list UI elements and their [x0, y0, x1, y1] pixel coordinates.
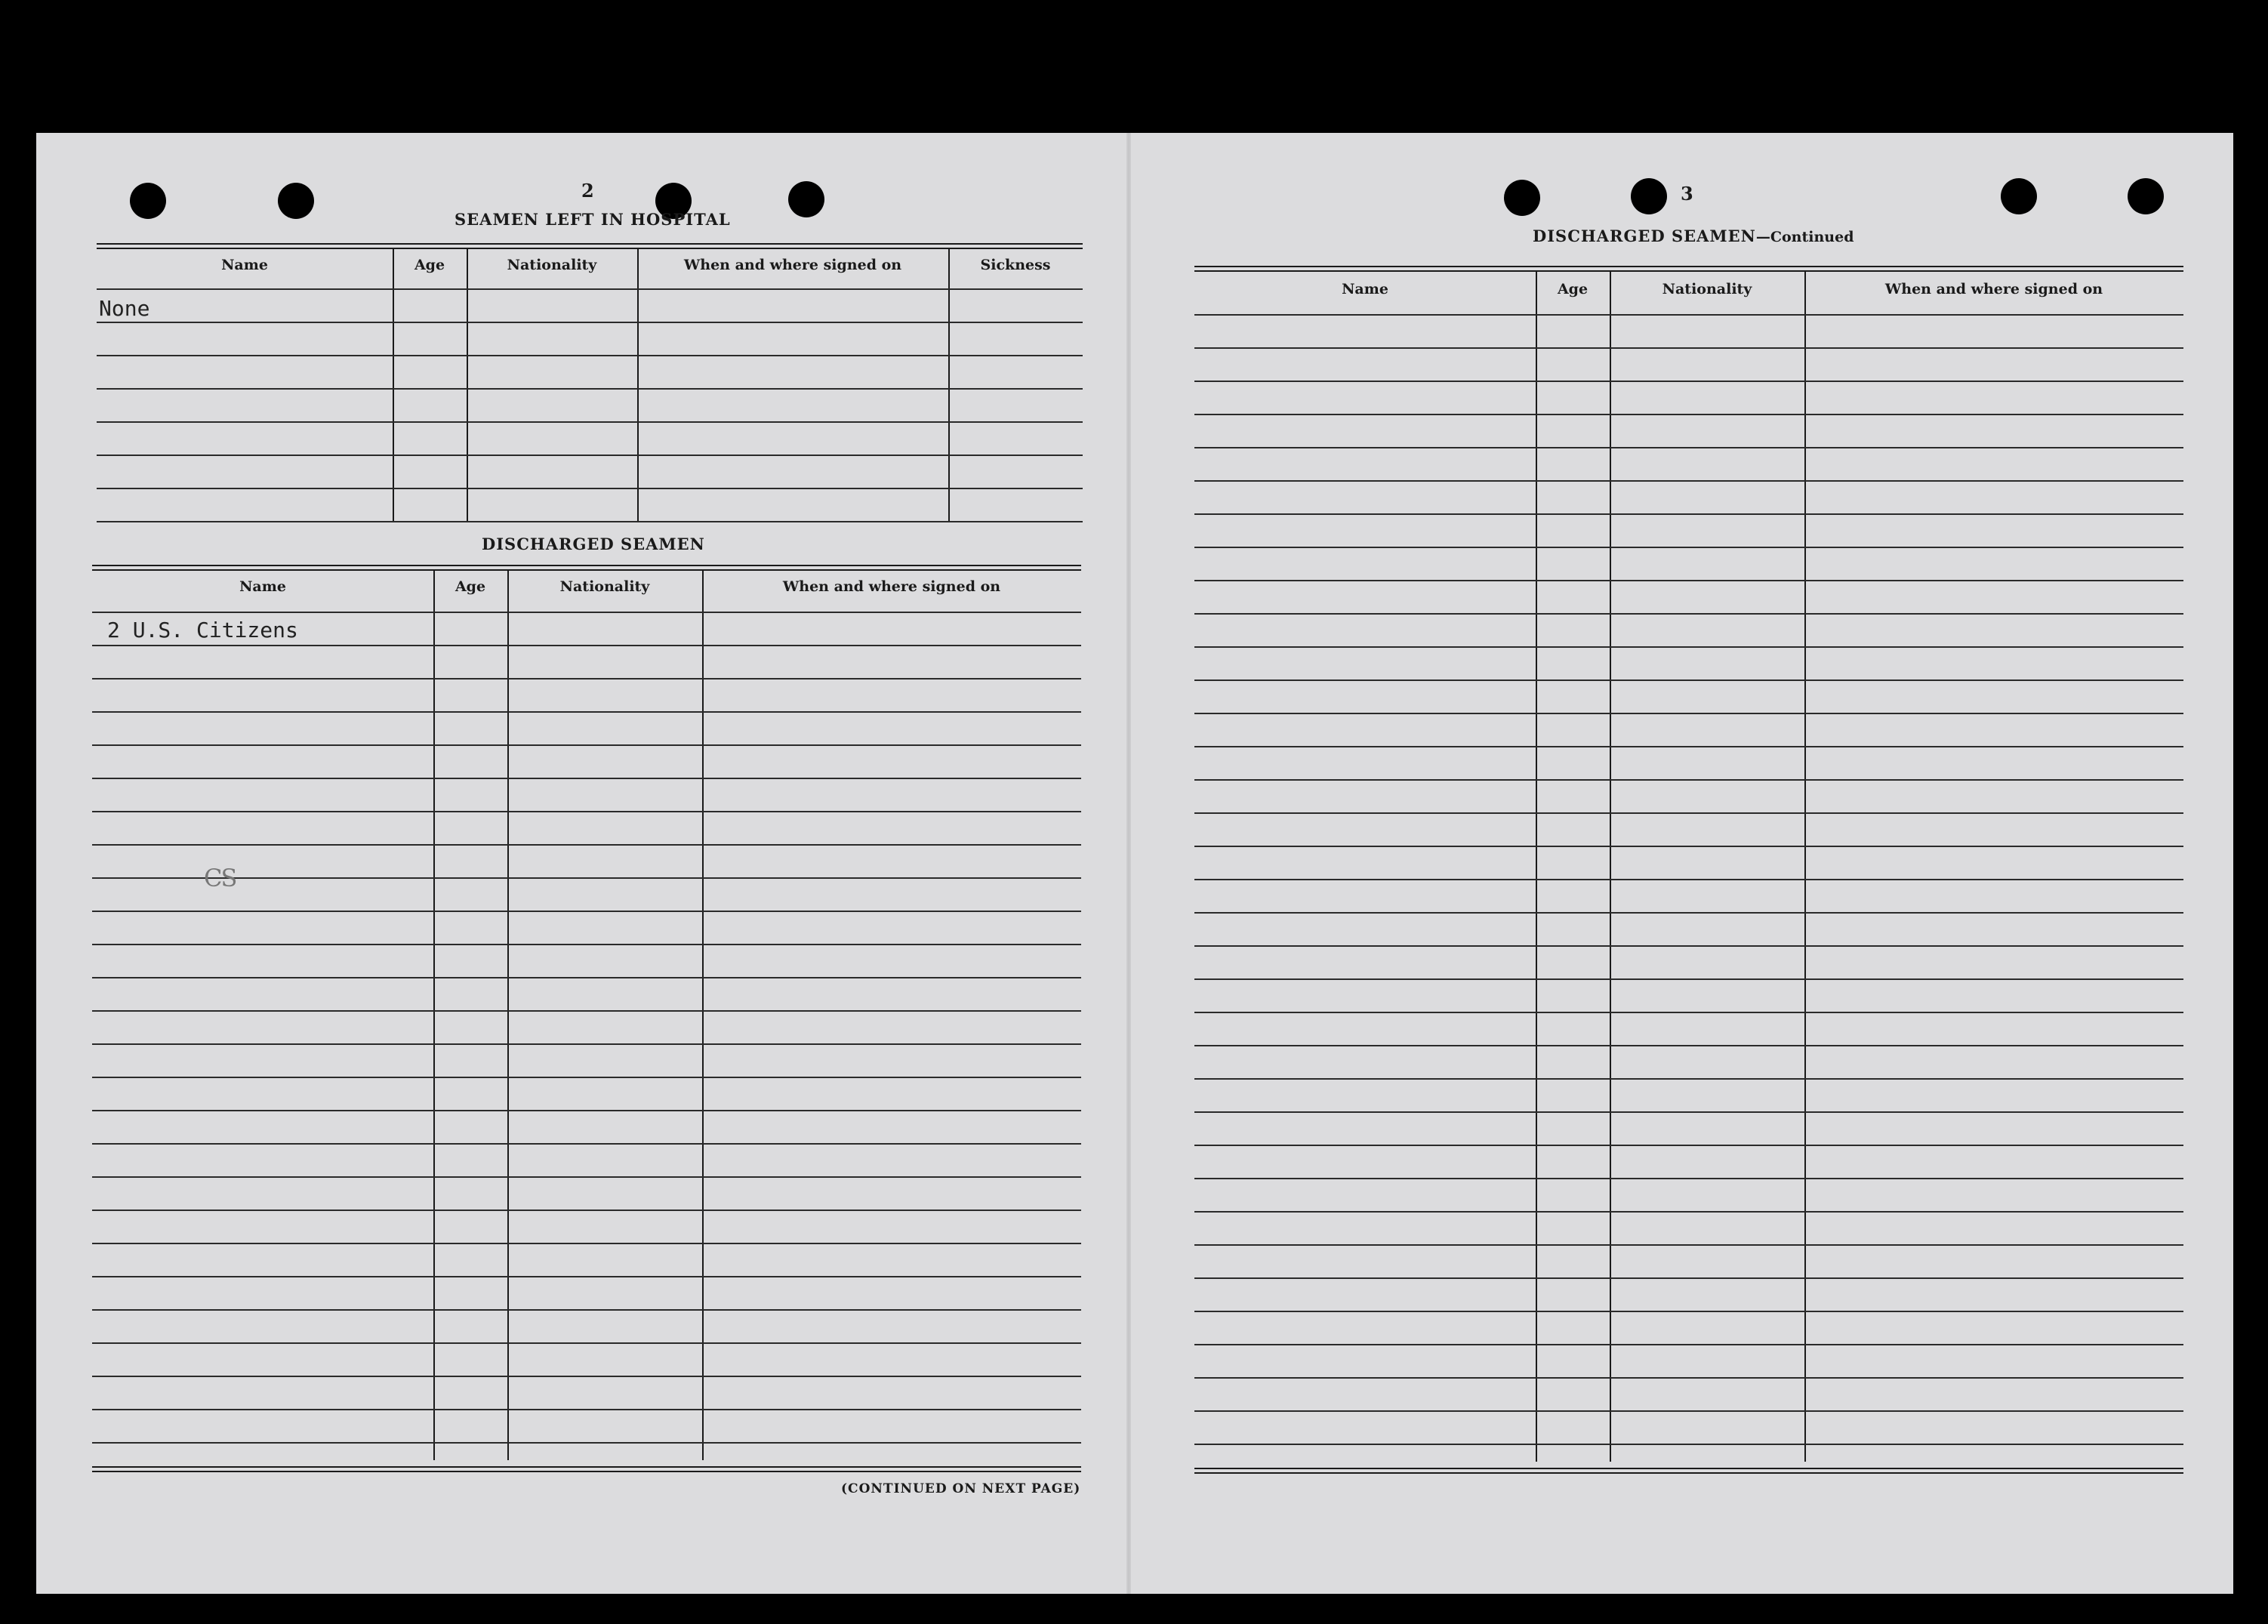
row-rule — [92, 944, 1081, 945]
row-rule — [92, 1110, 1081, 1111]
column-divider — [433, 571, 435, 1460]
column-header: Nationality — [559, 578, 650, 595]
row-rule — [1194, 580, 2183, 581]
row-rule — [1194, 1211, 2183, 1213]
row-rule — [92, 1010, 1081, 1012]
row-rule — [92, 778, 1081, 779]
row-rule — [92, 744, 1081, 746]
row-rule — [97, 455, 1083, 456]
table-top-rule — [97, 243, 1083, 249]
row-rule — [1194, 1344, 2183, 1345]
row-rule — [92, 612, 1081, 613]
row-rule — [92, 1210, 1081, 1211]
column-divider — [507, 571, 509, 1460]
row-rule — [92, 1342, 1081, 1344]
row-rule — [92, 1176, 1081, 1178]
row-rule — [92, 811, 1081, 812]
column-divider — [637, 249, 639, 522]
row-rule — [92, 877, 1081, 879]
section-title-suffix: —Continued — [1755, 229, 1854, 245]
row-rule — [1194, 1078, 2183, 1080]
table-cell: 2 U.S. Citizens — [107, 618, 298, 643]
punch-hole — [278, 183, 314, 219]
column-header: Age — [455, 578, 486, 595]
row-rule — [97, 421, 1083, 423]
section-title-main: DISCHARGED SEAMEN — [1533, 226, 1756, 245]
row-rule — [1194, 547, 2183, 548]
row-rule — [1194, 646, 2183, 648]
row-rule — [92, 711, 1081, 713]
row-rule — [1194, 1045, 2183, 1046]
row-rule — [1194, 381, 2183, 382]
row-rule — [1194, 447, 2183, 448]
row-rule — [92, 1077, 1081, 1078]
table-top-rule — [1194, 266, 2183, 272]
row-rule — [92, 645, 1081, 646]
row-rule — [1194, 1444, 2183, 1445]
table-bottom-rule — [1194, 1468, 2183, 1474]
column-header: Age — [414, 257, 445, 273]
row-rule — [1194, 779, 2183, 781]
row-rule — [1194, 1012, 2183, 1013]
discharged-table — [92, 565, 1081, 1478]
row-rule — [92, 678, 1081, 679]
row-rule — [1194, 746, 2183, 747]
column-divider — [1610, 272, 1611, 1462]
row-rule — [1194, 1377, 2183, 1379]
discharged-continued-table — [1194, 266, 2183, 1478]
row-rule — [97, 322, 1083, 323]
column-header: Age — [1557, 281, 1589, 297]
punch-hole — [1631, 178, 1667, 214]
row-rule — [92, 977, 1081, 978]
row-rule — [92, 1376, 1081, 1377]
row-rule — [1194, 912, 2183, 914]
row-rule — [1194, 1410, 2183, 1412]
row-rule — [1194, 713, 2183, 714]
row-rule — [92, 1442, 1081, 1444]
row-rule — [92, 1409, 1081, 1410]
row-rule — [1194, 414, 2183, 415]
row-rule — [97, 521, 1083, 522]
row-rule — [1194, 613, 2183, 615]
page-fold — [1126, 133, 1131, 1594]
row-rule — [1194, 1111, 2183, 1113]
punch-hole — [788, 181, 824, 217]
row-rule — [92, 844, 1081, 846]
row-rule — [92, 1243, 1081, 1244]
row-rule — [97, 288, 1083, 290]
column-header: Name — [239, 578, 286, 595]
row-rule — [1194, 480, 2183, 482]
row-rule — [1194, 1145, 2183, 1146]
page-number: 2 — [581, 180, 594, 202]
column-divider — [1536, 272, 1537, 1462]
row-rule — [92, 1309, 1081, 1311]
punch-hole — [130, 183, 166, 219]
continued-note: (CONTINUED ON NEXT PAGE) — [841, 1481, 1081, 1496]
row-rule — [92, 911, 1081, 912]
row-rule — [1194, 314, 2183, 316]
column-divider — [467, 249, 468, 522]
column-header: When and where signed on — [683, 257, 902, 273]
column-header: Sickness — [980, 257, 1051, 273]
row-rule — [1194, 1311, 2183, 1312]
table-cell: None — [99, 296, 150, 321]
row-rule — [1194, 1244, 2183, 1246]
section-title: DISCHARGED SEAMEN — [482, 535, 705, 553]
row-rule — [1194, 945, 2183, 947]
row-rule — [1194, 1178, 2183, 1179]
column-header: Nationality — [1662, 281, 1752, 297]
column-header: Nationality — [507, 257, 597, 273]
hospital-table — [97, 243, 1083, 522]
row-rule — [92, 1276, 1081, 1277]
row-rule — [1194, 812, 2183, 814]
table-top-rule — [92, 565, 1081, 571]
column-header: When and where signed on — [1884, 281, 2103, 297]
row-rule — [1194, 879, 2183, 880]
row-rule — [1194, 846, 2183, 847]
punch-hole — [1504, 180, 1540, 216]
row-rule — [92, 1143, 1081, 1145]
row-rule — [1194, 1277, 2183, 1279]
column-header: When and where signed on — [782, 578, 1001, 595]
punch-hole — [2001, 178, 2037, 214]
column-divider — [948, 249, 950, 522]
punch-hole — [2128, 178, 2164, 214]
row-rule — [1194, 513, 2183, 515]
page-number: 3 — [1681, 183, 1693, 205]
section-title — [1533, 226, 1854, 245]
row-rule — [92, 1043, 1081, 1045]
column-header: Name — [221, 257, 268, 273]
stamp-mark: CS — [204, 864, 236, 892]
row-rule — [97, 355, 1083, 356]
row-rule — [1194, 679, 2183, 681]
column-divider — [393, 249, 394, 522]
row-rule — [1194, 347, 2183, 349]
column-header: Name — [1342, 281, 1388, 297]
column-divider — [1804, 272, 1806, 1462]
section-title: SEAMEN LEFT IN HOSPITAL — [455, 210, 731, 229]
row-rule — [97, 388, 1083, 390]
row-rule — [97, 488, 1083, 489]
column-divider — [702, 571, 704, 1460]
table-bottom-rule — [92, 1466, 1081, 1472]
row-rule — [1194, 978, 2183, 980]
